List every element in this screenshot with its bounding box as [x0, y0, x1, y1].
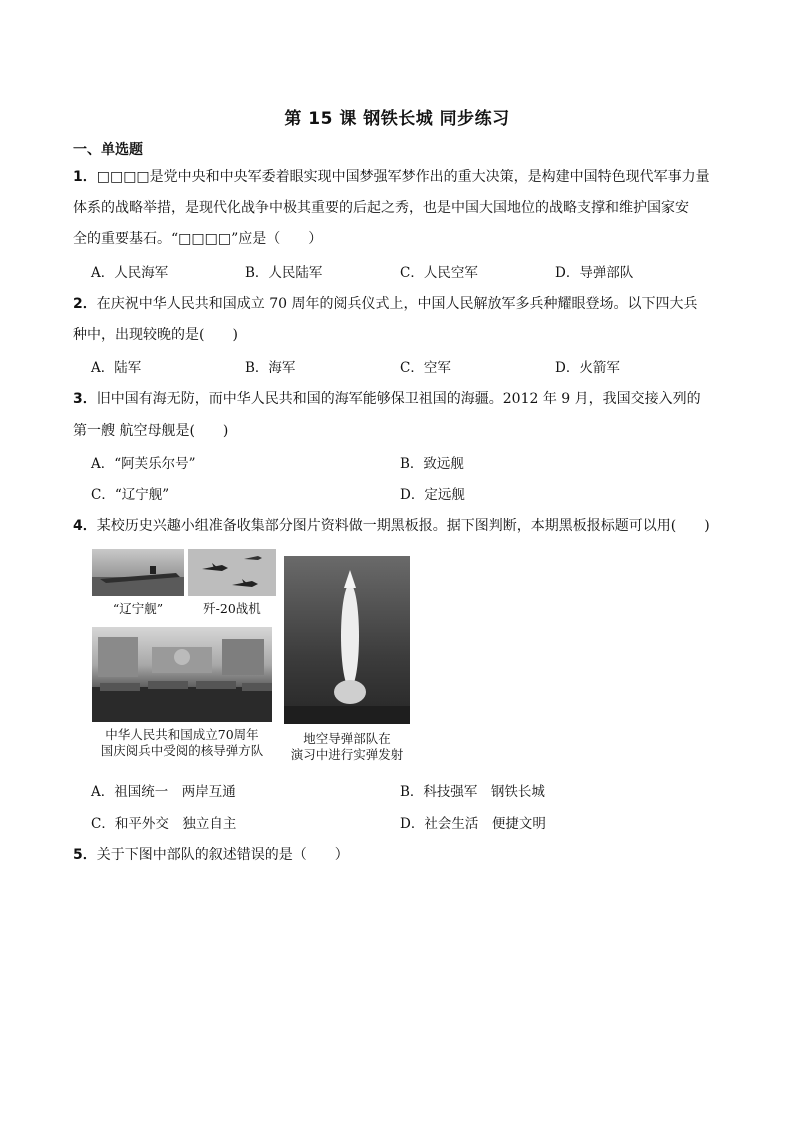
q3-option-b[interactable]: B．致远舰 [400, 456, 464, 472]
q4-option-c[interactable]: C．和平外交 独立自主 [91, 816, 237, 832]
question-2-line-2: 种中，出现较晚的是( ) [73, 327, 238, 343]
q3-option-a[interactable]: A．“阿芙乐尔号” [91, 456, 196, 472]
question-text: 在庆祝中华人民共和国成立 70 周年的阅兵仪式上，中国人民解放军多兵种耀眼登场。以下四大兵 [96, 296, 698, 312]
question-text: 某校历史兴趣小组准备收集部分图片资料做一期黑板报。据下图判断，本期黑板报标题可以用( ) [96, 518, 710, 534]
q2-option-a[interactable]: A．陆军 [91, 360, 142, 376]
missile-parade-image [92, 627, 272, 722]
section-heading: 一、单选题 [73, 142, 143, 158]
question-1-line-1 [73, 166, 710, 186]
parade-photo [92, 627, 272, 722]
missile-launch-photo [284, 556, 410, 724]
question-text: □□□□是党中央和中央军委着眼实现中国梦强军梦作出的重大决策，是构建中国特色现代军事力量 [96, 169, 710, 185]
parade-caption-line-1: 中华人民共和国成立70周年 [105, 727, 259, 742]
carrier-photo [92, 549, 184, 596]
q2-option-d[interactable]: D．火箭军 [555, 360, 620, 376]
missile-caption-line-2: 演习中进行实弹发射 [290, 747, 404, 762]
question-number: 5． [73, 847, 97, 863]
question-1-line-2: 体系的战略举措，是现代化战争中极其重要的后起之秀，也是中国大国地位的战略支撑和维护国家安 [73, 200, 689, 216]
q2-option-c[interactable]: C．空军 [400, 360, 451, 376]
question-2-line-1 [73, 293, 697, 313]
question-4-figure [92, 549, 412, 764]
q1-option-a[interactable]: A．人民海军 [91, 265, 169, 281]
question-1-line-3: 全的重要基石。“□□□□”应是（ ） [73, 231, 323, 247]
question-number: 2． [73, 296, 97, 312]
q1-option-d[interactable]: D．导弹部队 [555, 265, 634, 281]
question-number: 1． [73, 169, 97, 185]
q1-option-b[interactable]: B．人民陆军 [245, 265, 323, 281]
carrier-caption: “辽宁舰” [112, 601, 164, 616]
jets-photo [188, 549, 276, 596]
jets-caption: 歼-20战机 [203, 601, 261, 616]
question-5-line-1 [73, 844, 349, 864]
aircraft-carrier-image [92, 549, 184, 596]
question-number: 3． [73, 391, 97, 407]
q2-option-b[interactable]: B．海军 [245, 360, 296, 376]
missile-caption-line-1: 地空导弹部队在 [303, 731, 391, 746]
q4-option-b[interactable]: B．科技强军 钢铁长城 [400, 784, 545, 800]
question-3-line-2: 第一艘 航空母舰是( ) [73, 423, 229, 439]
fighter-jets-image [188, 549, 276, 596]
parade-caption-line-2: 国庆阅兵中受阅的核导弹方队 [100, 743, 264, 758]
question-3-line-1 [73, 388, 701, 408]
page-title: 第 15 课 钢铁长城 同步练习 [284, 109, 510, 129]
question-number: 4． [73, 518, 97, 534]
q4-option-a[interactable]: A．祖国统一 两岸互通 [91, 784, 236, 800]
q1-option-c[interactable]: C．人民空军 [400, 265, 478, 281]
q3-option-c[interactable]: C．“辽宁舰” [91, 487, 170, 503]
question-text: 旧中国有海无防，而中华人民共和国的海军能够保卫祖国的海疆。2012 年 9 月，我国交接入列的 [96, 391, 701, 407]
question-text: 关于下图中部队的叙述错误的是（ ） [96, 847, 349, 863]
question-4-line-1 [73, 515, 710, 535]
q4-option-d[interactable]: D．社会生活 便捷文明 [400, 816, 546, 832]
q3-option-d[interactable]: D．定远舰 [400, 487, 465, 503]
missile-launch-image [284, 556, 410, 724]
